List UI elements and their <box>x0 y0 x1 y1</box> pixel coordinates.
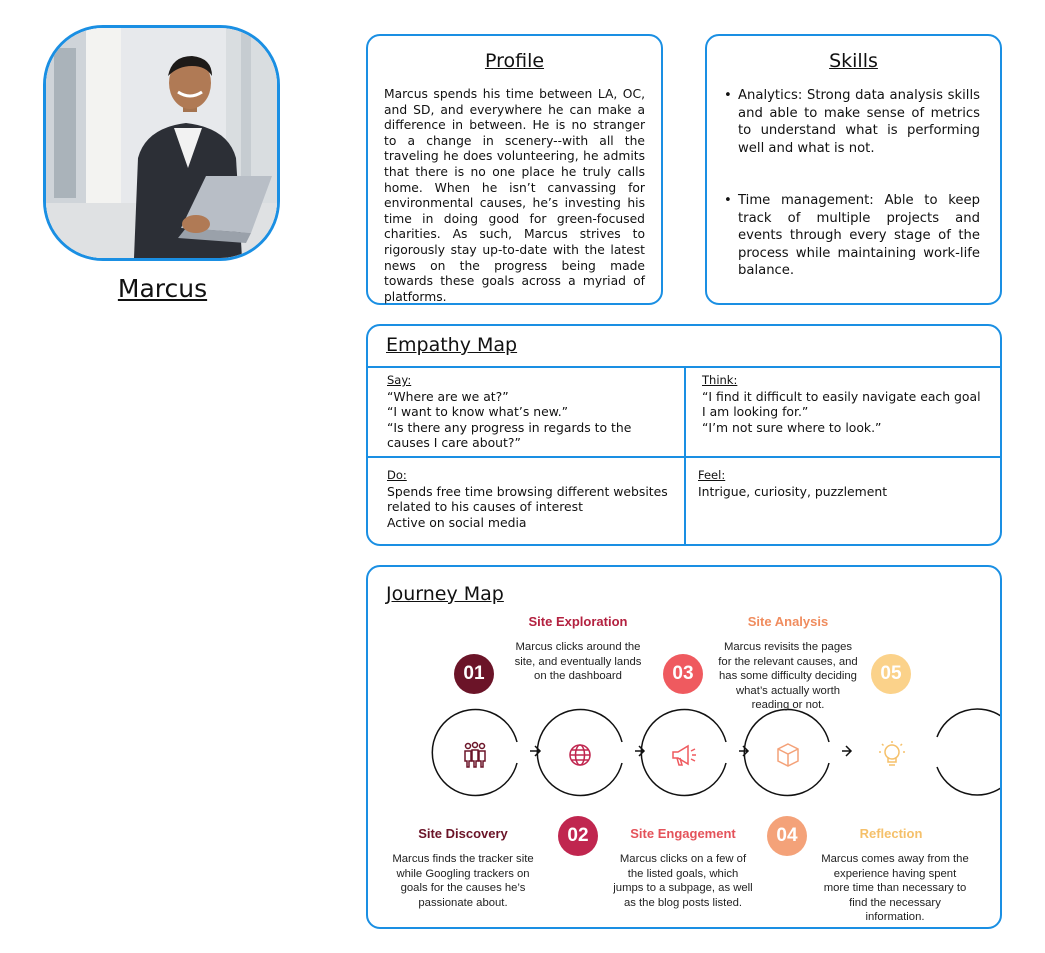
do-heading: Do: <box>387 468 407 482</box>
skill-text: Analytics: Strong data analysis skills and able to make sense of metrics to understand what is performing well and what is not. <box>738 88 980 156</box>
divider <box>368 456 1000 458</box>
empathy-grid <box>368 366 1000 544</box>
feel-line: Intrigue, curiosity, puzzlement <box>698 483 888 499</box>
journey-map-title: Journey Map <box>386 583 504 605</box>
persona-photo <box>43 25 280 261</box>
bullet-icon: • <box>724 193 732 208</box>
feel-heading: Feel: <box>698 468 726 482</box>
skill-item <box>724 87 980 157</box>
skill-text: Time management: Able to keep track of multiple projects and events through every stage of the process while maintaining work-life balance. <box>738 193 980 279</box>
bullet-icon: • <box>724 88 732 103</box>
stage-desc-discovery: Marcus finds the tracker site while Googling trackers on goals for the causes he’s passionate about. <box>392 853 534 909</box>
empathy-think <box>702 373 986 435</box>
stage-desc-exploration: Marcus clicks around the site, and eventually lands on the dashboard <box>514 641 642 682</box>
say-line: “Is there any progress in regards to the causes I care about?” <box>387 419 632 451</box>
think-heading: Think: <box>702 373 738 387</box>
stage-number-04: 04 <box>767 816 807 856</box>
do-line: Spends free time browsing different websites related to his causes of interest <box>387 483 668 515</box>
stage-number-02: 02 <box>558 816 598 856</box>
empathy-say <box>387 373 677 451</box>
empathy-map-title: Empathy Map <box>386 334 518 356</box>
stage-title-reflection: Reflection <box>859 826 923 841</box>
people-icon <box>459 739 491 771</box>
think-line: “I find it difficult to easily navigate each goal I am looking for.” <box>702 388 981 420</box>
stage-desc-analysis: Marcus revisits the pages for the relevant causes, and has some difficulty deciding what’s actually worth reading or not. <box>718 641 858 711</box>
stage-title-analysis: Site Analysis <box>747 614 829 629</box>
empathy-do <box>387 468 677 530</box>
think-line: “I’m not sure where to look.” <box>702 419 882 435</box>
flow-circle-5 <box>937 709 1000 795</box>
journey-map-card <box>366 565 1002 929</box>
stage-title-engagement: Site Engagement <box>630 826 736 841</box>
skills-title: Skills <box>829 50 878 72</box>
say-heading: Say: <box>387 373 412 387</box>
stage-title-exploration: Site Exploration <box>528 614 628 629</box>
skills-card <box>705 34 1002 305</box>
stage-title-discovery: Site Discovery <box>418 826 508 841</box>
say-line: “Where are we at?” <box>387 388 509 404</box>
say-line: “I want to know what’s new.” <box>387 404 569 420</box>
do-line: Active on social media <box>387 514 527 530</box>
empathy-feel <box>698 468 982 499</box>
skill-item <box>724 192 980 280</box>
profile-card <box>366 34 663 305</box>
stage-desc-reflection: Marcus comes away from the experience having spent more time than necessary to find the necessary information. <box>821 853 969 923</box>
stage-number-03: 03 <box>663 654 703 694</box>
lightbulb-icon <box>876 739 908 771</box>
stage-desc-engagement: Marcus clicks on a few of the listed goals, which jumps to a subpage, as well as the blog posts listed. <box>613 853 753 909</box>
person-photo <box>46 28 277 258</box>
empathy-map-card <box>366 324 1002 546</box>
profile-title: Profile <box>484 50 545 72</box>
profile-text: Marcus spends his time between LA, OC, and SD, and everywhere he can make a difference in between. He is no stranger to a change in scenery--with all the traveling he does volunteering, he admits that there is no one place he truly calls home. When he isn’t canvassing for environmental causes, he’s investing his time in doing good for green-focused charities. As such, Marcus strives to rigorously stay up-to-date with the latest news on the progress being made towards these goals across a myriad of platforms. <box>384 87 645 304</box>
globe-icon <box>564 739 596 771</box>
megaphone-icon <box>668 739 700 771</box>
box-icon <box>772 739 804 771</box>
stage-number-05: 05 <box>871 654 911 694</box>
stage-number-01: 01 <box>454 654 494 694</box>
persona-name: Marcus <box>117 274 208 303</box>
